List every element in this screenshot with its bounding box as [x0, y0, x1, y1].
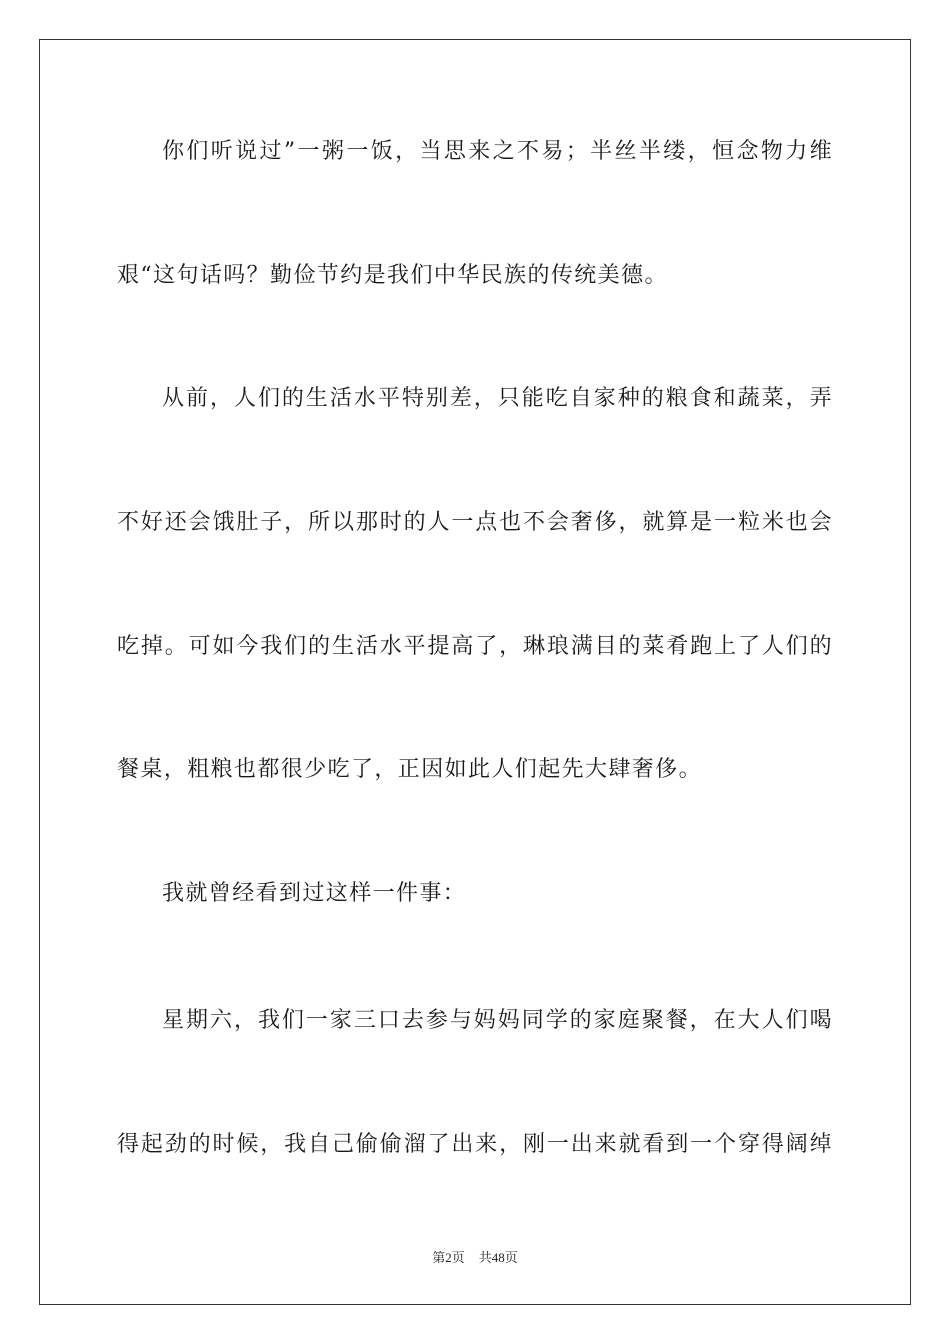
paragraph-line-2: 艰“这句话吗？勤俭节约是我们中华民族的传统美德。	[117, 263, 668, 288]
page-total: 共48页	[478, 1250, 518, 1265]
paragraph-line-1: 你们听说过”一粥一饭，当思来之不易；半丝半缕，恒念物力维	[162, 139, 833, 164]
paragraph-line-9: 得起劲的时候，我自己偷偷溜了出来，刚一出来就看到一个穿得阔绰	[117, 1132, 833, 1157]
paragraph-line-4: 不好还会饿肚子，所以那时的人一点也不会奢侈，就算是一粒米也会	[117, 510, 833, 535]
paragraph-line-8: 星期六，我们一家三口去参与妈妈同学的家庭聚餐，在大人们喝	[162, 1008, 833, 1033]
page-footer	[0, 1247, 950, 1266]
paragraph-line-5: 吃掉。可如今我们的生活水平提高了，琳琅满目的菜肴跑上了人们的	[117, 634, 833, 659]
paragraph-line-6: 餐桌，粗粮也都很少吃了，正因如此人们起先大肆奢侈。	[117, 757, 703, 782]
paragraph-line-7: 我就曾经看到过这样一件事：	[162, 881, 467, 906]
paragraph-line-3: 从前，人们的生活水平特别差，只能吃自家种的粮食和蔬菜，弄	[162, 386, 833, 411]
page-border	[39, 39, 911, 1305]
page-number: 第2页	[432, 1250, 465, 1265]
